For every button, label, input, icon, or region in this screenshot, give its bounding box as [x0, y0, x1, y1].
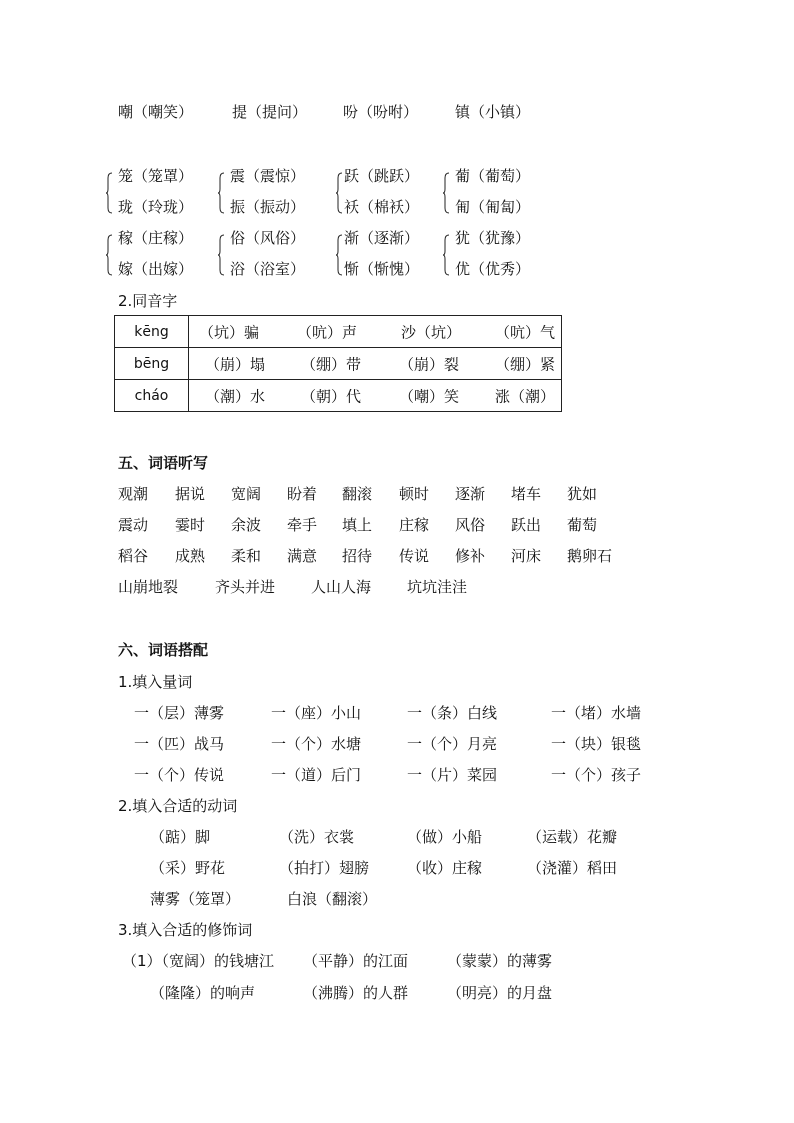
word-item: 跃出 — [511, 516, 542, 534]
section-heading: 五、词语听写 — [118, 454, 209, 472]
brace-icon — [336, 234, 343, 276]
table-word: （绷）带 — [301, 355, 362, 373]
word-item: 一（片）菜园 — [407, 766, 498, 784]
subsection-title: 1.填入量词 — [118, 673, 193, 691]
brace-icon — [218, 172, 225, 214]
word-item: 一（道）后门 — [271, 766, 362, 784]
brace-icon — [106, 172, 113, 214]
word-item: 成熟 — [175, 547, 206, 565]
word-item: 逐渐 — [455, 485, 486, 503]
word-item: 优（优秀） — [455, 260, 531, 278]
word-item: 犹如 — [567, 485, 598, 503]
word-item: 俗（风俗） — [230, 229, 306, 247]
word-item: 鹅卵石 — [567, 547, 613, 565]
table-row — [115, 380, 562, 412]
word-item: 一（个）孩子 — [551, 766, 642, 784]
brace-icon — [106, 234, 113, 276]
table-word: （吭）气 — [495, 323, 556, 341]
brace-icon — [218, 234, 225, 276]
word-item: 嘲（嘲笑） — [118, 103, 194, 121]
word-item: （浇灌）稻田 — [527, 859, 618, 877]
word-item: 笼（笼罩） — [118, 167, 194, 185]
table-word: （崩）塌 — [205, 355, 266, 373]
brace-icon — [443, 172, 450, 214]
word-item: （明亮）的月盘 — [447, 984, 553, 1002]
table-word: 涨（潮） — [495, 387, 556, 405]
word-item: 珑（玲珑） — [118, 198, 194, 216]
table-row — [115, 316, 562, 348]
word-item: 修补 — [455, 547, 486, 565]
word-item: 白浪（翻滚） — [287, 890, 378, 908]
word-item: 河床 — [511, 547, 542, 565]
word-item: （做）小船 — [407, 828, 483, 846]
word-item: （蒙蒙）的薄雾 — [447, 952, 553, 970]
word-item: 匍（匍匐） — [455, 198, 531, 216]
word-item: 一（匹）战马 — [134, 735, 225, 753]
word-item: 齐头并进 — [215, 578, 276, 596]
table-word: （绷）紧 — [495, 355, 556, 373]
word-item: 一（条）白线 — [407, 704, 498, 722]
word-item: （收）庄稼 — [407, 859, 483, 877]
word-item: （踮）脚 — [150, 828, 211, 846]
pinyin-cell: kēng — [115, 316, 189, 348]
word-item: 一（座）小山 — [271, 704, 362, 722]
section-heading: 六、词语搭配 — [118, 641, 209, 659]
word-item: 葡（葡萄） — [455, 167, 531, 185]
pinyin-cell: bēng — [115, 348, 189, 380]
word-item: 渐（逐渐） — [344, 229, 420, 247]
word-item: （洗）衣裳 — [279, 828, 355, 846]
word-item: 传说 — [399, 547, 430, 565]
words-cell — [189, 348, 562, 380]
word-item: （1）（宽阔）的钱塘江 — [122, 952, 275, 970]
word-item: 堵车 — [511, 485, 542, 503]
word-item: 山崩地裂 — [118, 578, 179, 596]
word-item: （采）野花 — [150, 859, 226, 877]
word-item: （平静）的江面 — [303, 952, 409, 970]
brace-icon — [336, 172, 343, 214]
word-item: 风俗 — [455, 516, 486, 534]
word-item: 柔和 — [231, 547, 262, 565]
word-item: 满意 — [287, 547, 318, 565]
word-item: （沸腾）的人群 — [303, 984, 409, 1002]
table-word: （嘲）笑 — [399, 387, 460, 405]
word-item: 跃（跳跃） — [344, 167, 420, 185]
table-word: （坑）骗 — [199, 323, 260, 341]
word-item: 填上 — [342, 516, 373, 534]
homophone-title: 2.同音字 — [118, 292, 178, 310]
brace-icon — [443, 234, 450, 276]
word-item: 翻滚 — [342, 485, 373, 503]
words-cell — [189, 380, 562, 412]
word-item: （运载）花瓣 — [527, 828, 618, 846]
word-item: 顿时 — [399, 485, 430, 503]
homophone-table — [114, 315, 562, 412]
word-item: 牵手 — [287, 516, 318, 534]
word-item: （隆隆）的响声 — [150, 984, 256, 1002]
word-item: 震动 — [118, 516, 149, 534]
word-item: 招待 — [342, 547, 373, 565]
word-item: 惭（惭愧） — [344, 260, 420, 278]
word-item: 一（个）水塘 — [271, 735, 362, 753]
word-item: 庄稼 — [399, 516, 430, 534]
word-item: 葡萄 — [567, 516, 598, 534]
words-cell — [189, 316, 562, 348]
word-item: 一（个）月亮 — [407, 735, 498, 753]
word-item: 吩（吩咐） — [343, 103, 419, 121]
word-item: 霎时 — [175, 516, 206, 534]
table-word: （朝）代 — [301, 387, 362, 405]
word-item: 嫁（出嫁） — [118, 260, 194, 278]
word-item: 提（提问） — [232, 103, 308, 121]
word-item: 犹（犹豫） — [455, 229, 531, 247]
word-item: 一（层）薄雾 — [134, 704, 225, 722]
table-word: （潮）水 — [205, 387, 266, 405]
word-item: 人山人海 — [311, 578, 372, 596]
word-item: 观潮 — [118, 485, 149, 503]
table-row — [115, 348, 562, 380]
table-word: 沙（坑） — [401, 323, 462, 341]
word-item: 余波 — [231, 516, 262, 534]
word-item: 盼着 — [287, 485, 318, 503]
word-item: 一（堵）水墙 — [551, 704, 642, 722]
word-item: 镇（小镇） — [455, 103, 531, 121]
word-item: 据说 — [175, 485, 206, 503]
word-item: 袄（棉袄） — [344, 198, 420, 216]
word-item: 浴（浴室） — [230, 260, 306, 278]
word-item: 宽阔 — [231, 485, 262, 503]
word-item: 一（块）银毯 — [551, 735, 642, 753]
word-item: 一（个）传说 — [134, 766, 225, 784]
word-item: （拍打）翅膀 — [279, 859, 370, 877]
subsection-title: 2.填入合适的动词 — [118, 797, 238, 815]
pinyin-cell: cháo — [115, 380, 189, 412]
word-item: 稼（庄稼） — [118, 229, 194, 247]
word-item: 震（震惊） — [230, 167, 306, 185]
word-item: 稻谷 — [118, 547, 149, 565]
word-item: 振（振动） — [230, 198, 306, 216]
table-word: （吭）声 — [297, 323, 358, 341]
table-word: （崩）裂 — [399, 355, 460, 373]
word-item: 坑坑洼洼 — [407, 578, 468, 596]
subsection-title: 3.填入合适的修饰词 — [118, 921, 253, 939]
word-item: 薄雾（笼罩） — [150, 890, 241, 908]
